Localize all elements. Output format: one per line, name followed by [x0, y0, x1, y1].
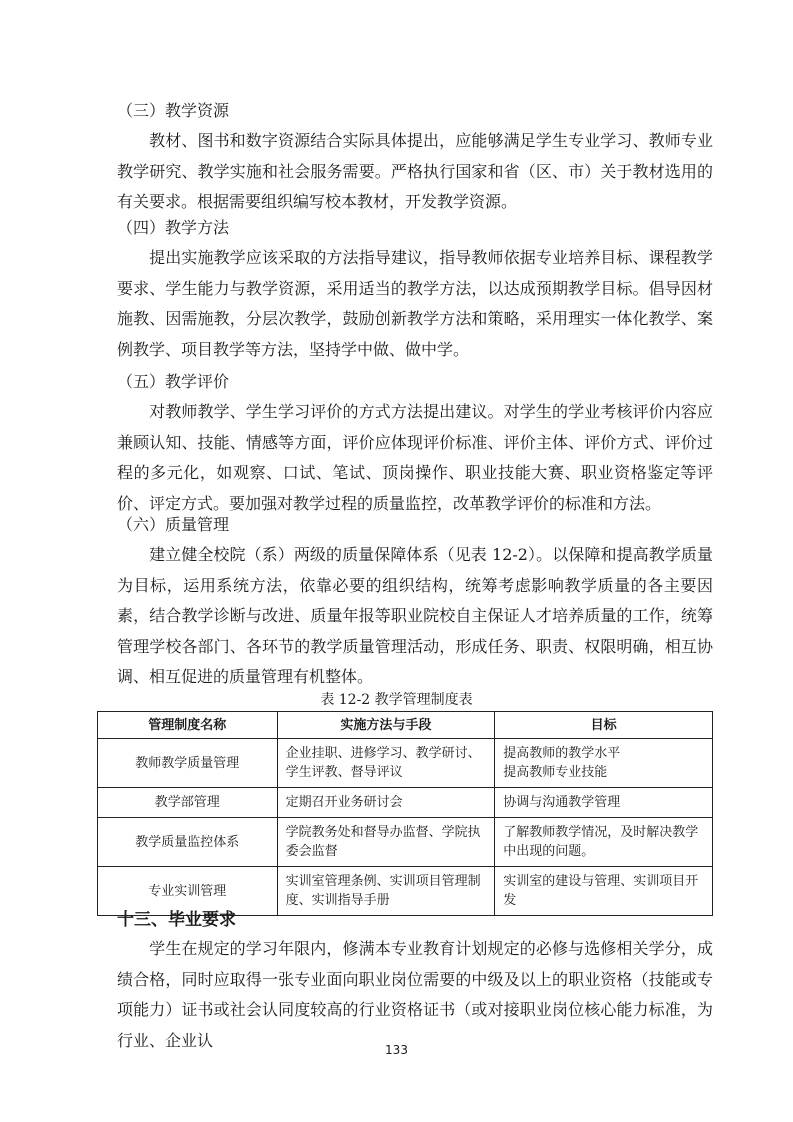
paragraph-text: 对教师教学、学生学习评价的方式方法提出建议。对学生的学业考核评价内容应兼顾认知、技能、情感等方面，评价应体现评价标准、评价主体、评价方式、评价过程的多元化，如观察、口试、笔试、顶岗操作、职业技能大赛、职业资格鉴定等评价、评定方式。要加强对教学过程的质量监控，改革教学评价的标准和方法。 — [117, 402, 713, 513]
paragraph-teaching-methods — [117, 243, 713, 365]
table-row — [98, 788, 713, 818]
table-cell-name: 专业实训管理 — [98, 867, 278, 916]
table-caption: 表 12-2 教学管理制度表 — [320, 692, 473, 708]
paragraph-graduation-requirements — [117, 934, 713, 1056]
section-heading-graduation-requirements: 十三、毕业要求 — [117, 910, 236, 930]
table-cell-goal: 实训室的建设与管理、实训项目开发 — [495, 867, 713, 916]
paragraph-text: 提出实施教学应该采取的方法指导建议，指导教师依据专业培养目标、课程教学要求、学生能力与教学资源，采用适当的教学方法，以达成预期教学目标。倡导因材施教、因需施教，分层次教学，鼓励创新教学方法和策略，采用理实一体化教学、案例教学、项目教学等方法，坚持学中做、做中学。 — [117, 248, 713, 359]
paragraph-teaching-resources — [117, 126, 713, 218]
paragraph-quality-management — [117, 540, 713, 693]
table-header-row — [98, 712, 713, 739]
paragraph-text: 建立健全校院（系）两级的质量保障体系（见表 12-2）。以保障和提高教学质量为目标，运用系统方法，依靠必要的组织结构，统筹考虑影响教学质量的各主要因素，结合教学诊断与改进、质量年报等职业院校自主保证人才培养质量的工作，统筹管理学校各部门、各环节的教学质量管理活动，形成任务、职责、权限明确，相互协调、相互促进的质量管理有机整体。 — [117, 545, 713, 686]
table-cell-name: 教师教学质量管理 — [98, 739, 278, 788]
paragraph-text: 教材、图书和数字资源结合实际具体提出，应能够满足学生专业学习、教师专业教学研究、教学实施和社会服务需要。严格执行国家和省（区、市）关于教材选用的有关要求。根据需要组织编写校本教材，开发教学资源。 — [117, 131, 713, 211]
table-cell-method: 定期召开业务研讨会 — [277, 788, 495, 818]
management-system-table — [97, 711, 713, 916]
section-heading-teaching-resources: （三）教学资源 — [117, 101, 230, 120]
paragraph-text: 学生在规定的学习年限内，修满本专业教育计划规定的必修与选修相关学分，成绩合格，同时应取得一张专业面向职业岗位需要的中级及以上的职业资格（技能或专项能力）证书或社会认同度较高的行业资格证书（或对接职业岗位核心能力标准，为行业、企业认 — [117, 939, 713, 1050]
table-cell-goal: 协调与沟通教学管理 — [495, 788, 713, 818]
column-header: 管理制度名称 — [98, 712, 278, 739]
table-cell-goal: 提高教师的教学水平 提高教师专业技能 — [495, 739, 713, 788]
table-cell-method: 企业挂职、进修学习、教学研讨、学生评教、督导评议 — [277, 739, 495, 788]
table-cell-method: 实训室管理条例、实训项目管理制度、实训指导手册 — [277, 867, 495, 916]
column-header: 实施方法与手段 — [277, 712, 495, 739]
table-cell-name: 教学部管理 — [98, 788, 278, 818]
table-cell-goal: 了解教师教学情况，及时解决教学中出现的问题。 — [495, 818, 713, 867]
table-row — [98, 739, 713, 788]
section-heading-teaching-methods: （四）教学方法 — [117, 218, 230, 237]
page-number: 133 — [385, 1043, 408, 1057]
table-cell-name: 教学质量监控体系 — [98, 818, 278, 867]
section-heading-quality-management: （六）质量管理 — [117, 515, 230, 534]
table-row — [98, 818, 713, 867]
paragraph-teaching-evaluation — [117, 397, 713, 519]
table-cell-method: 学院教务处和督导办监督、学院执委会监督 — [277, 818, 495, 867]
column-header: 目标 — [495, 712, 713, 739]
section-heading-teaching-evaluation: （五）教学评价 — [117, 372, 230, 391]
